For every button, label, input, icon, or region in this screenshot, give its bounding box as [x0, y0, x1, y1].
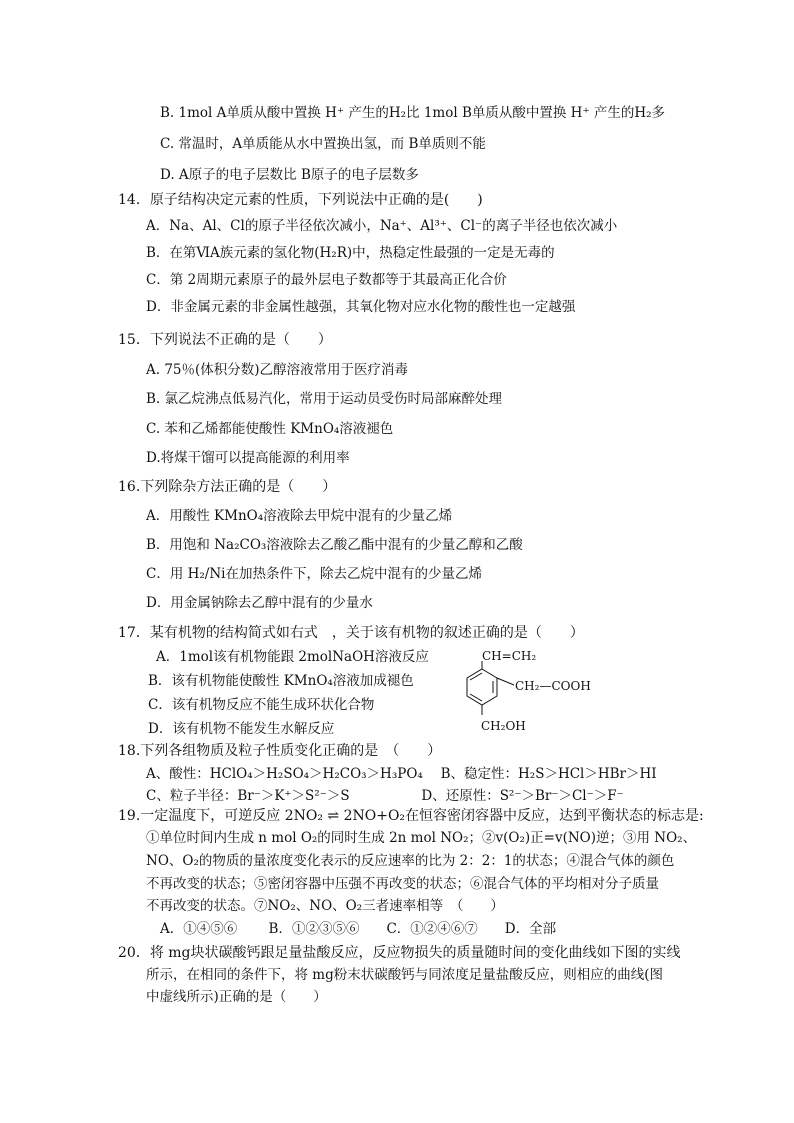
text-line: D．该有机物不能发生水解反应: [148, 721, 335, 737]
question-stem: 19.一定温度下，可逆反应 2NO₂ ⇌ 2NO+O₂在恒容密闭容器中反应，达到平衡状态的标志是:: [118, 808, 704, 824]
question-stem: 17．某有机物的结构简式如右式 ，关于该有机物的叙述正确的是（ ）: [118, 625, 584, 641]
text-line: A．Na、Al、Cl的原子半径依次减小，Na⁺、Al³⁺、Cl⁻的离子半径也依次减小: [146, 218, 618, 234]
text-line: B．用饱和 Na₂CO₃溶液除去乙酸乙酯中混有的少量乙醇和乙酸: [146, 537, 523, 553]
question-stem: 14．原子结构决定元素的性质，下列说法中正确的是( ): [118, 192, 483, 208]
text-line: A、酸性：HClO₄＞H₂SO₄＞H₂CO₃＞H₃PO₄ B、稳定性：H₂S＞HCl＞HBr＞HI: [146, 766, 657, 782]
question-stem: 15．下列说法不正确的是（ ）: [118, 332, 332, 348]
text-line: 不再改变的状态。⑦NO₂、NO、O₂三者速率相等 （ ）: [146, 898, 504, 914]
text-line: 不再改变的状态；⑤密闭容器中压强不再改变的状态；⑥混合气体的平均相对分子质量: [146, 876, 659, 892]
text-line: A．①④⑤⑥ B．①②③⑤⑥ C．①②④⑥⑦ D．全部: [160, 921, 557, 937]
text-line: C．用 H₂/Ni在加热条件下，除去乙烷中混有的少量乙烯: [146, 566, 482, 582]
text-line: C. 常温时，A单质能从水中置换出氢，而 B单质则不能: [160, 136, 486, 152]
text-line: C．第 2周期元素原子的最外层电子数都等于其最高正化合价: [146, 272, 507, 288]
acetic-acid-group: CH₂—COOH: [515, 679, 591, 693]
benzene-ring: [467, 661, 514, 715]
text-line: 中虚线所示)正确的是（ ）: [146, 989, 327, 1005]
text-line: C．该有机物反应不能生成环状化合物: [148, 697, 375, 713]
text-line: C、粒子半径：Br⁻＞K⁺＞S²⁻＞S D、还原性：S²⁻＞Br⁻＞Cl⁻＞F⁻: [146, 788, 624, 804]
text-line: NO、O₂的物质的量浓度变化表示的反应速率的比为 2：2：1的状态；④混合气体的颜色: [146, 853, 675, 869]
vinyl-group: CH=CH₂: [482, 649, 537, 663]
structural-formula: [452, 648, 602, 740]
text-line: B. 1mol A单质从酸中置换 H⁺ 产生的H₂比 1mol B单质从酸中置换 H⁺ 产生的H₂多: [160, 105, 666, 121]
text-line: B. 氯乙烷沸点低易汽化，常用于运动员受伤时局部麻醉处理: [146, 391, 503, 407]
text-line: D. A原子的电子层数比 B原子的电子层数多: [160, 167, 419, 183]
text-line: B．该有机物能使酸性 KMnO₄溶液加成褪色: [148, 673, 414, 689]
question-stem: 18.下列各组物质及粒子性质变化正确的是 （ ）: [118, 743, 442, 759]
text-line: A．用酸性 KMnO₄溶液除去甲烷中混有的少量乙烯: [146, 508, 453, 524]
text-line: C. 苯和乙烯都能使酸性 KMnO₄溶液褪色: [146, 421, 394, 437]
text-line: D．非金属元素的非金属性越强，其氧化物对应水化物的酸性也一定越强: [146, 299, 576, 315]
text-line: ①单位时间内生成 n mol O₂的同时生成 2n mol NO₂；②v(O₂)正=v(NO)逆；③用 NO₂、: [146, 830, 697, 846]
text-line: B．在第ⅥA族元素的氢化物(H₂R)中，热稳定性最强的一定是无毒的: [146, 245, 555, 261]
question-stem: 16.下列除杂方法正确的是（ ）: [118, 479, 337, 495]
text-line: 所示，在相同的条件下，将 mg粉末状碳酸钙与同浓度足量盐酸反应，则相应的曲线(图: [146, 967, 664, 983]
question-stem: 20．将 mg块状碳酸钙跟足量盐酸反应，反应物损失的质量随时间的变化曲线如下图的实线: [118, 945, 681, 961]
text-line: D.将煤干馏可以提高能源的利用率: [146, 450, 350, 466]
text-line: A. 75％(体积分数)乙醇溶液常用于医疗消毒: [146, 362, 409, 378]
text-line: D．用金属钠除去乙醇中混有的少量水: [146, 595, 373, 611]
text-line: A．1mol该有机物能跟 2molNaOH溶液反应: [156, 649, 429, 665]
hydroxymethyl-group: CH₂OH: [481, 719, 526, 733]
